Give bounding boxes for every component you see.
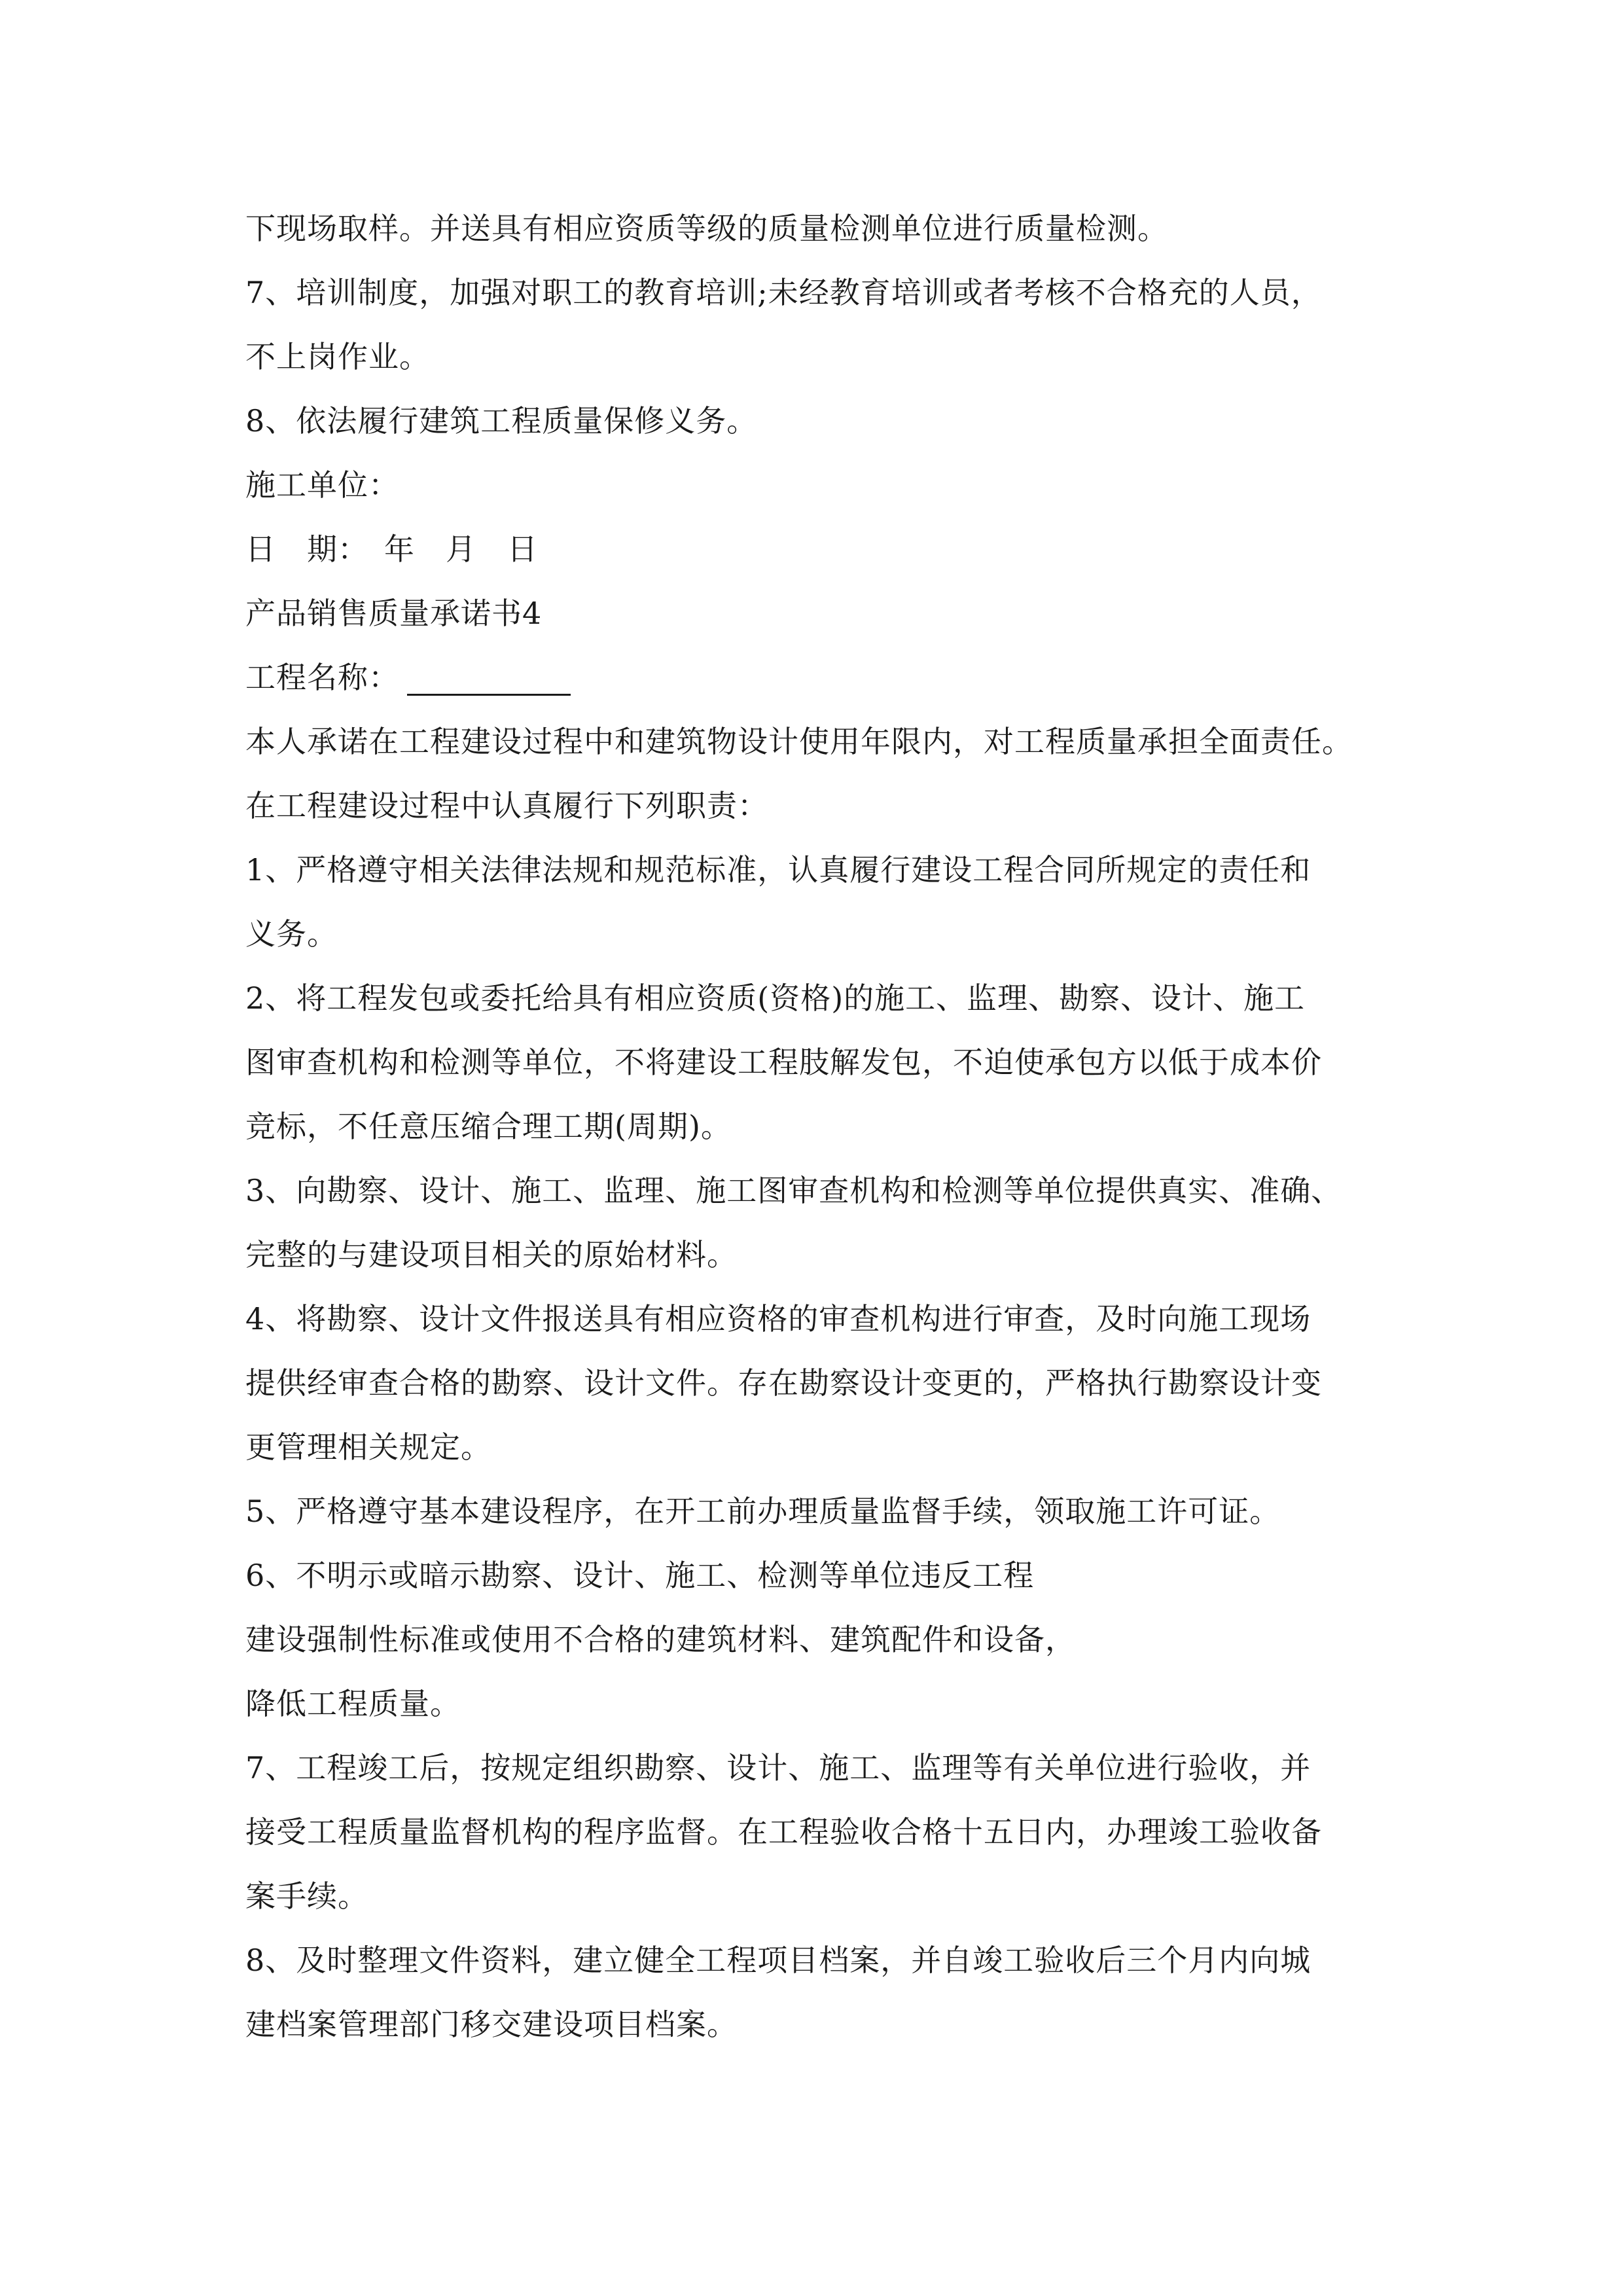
text-line: 2、将工程发包或委托给具有相应资质(资格)的施工、监理、勘察、设计、施工: [245, 980, 1306, 1016]
text-line: 7、培训制度，加强对职工的教育培训;未经教育培训或者考核不合格充的人员，: [245, 275, 1322, 310]
text-line: 7、工程竣工后，按规定组织勘察、设计、施工、监理等有关单位进行验收，并: [245, 1750, 1311, 1785]
text-line: 1、严格遵守相关法律法规和规范标准，认真履行建设工程合同所规定的责任和: [245, 852, 1311, 888]
text-line: 下现场取样。并送具有相应资质等级的质量检测单位进行质量检测。: [245, 211, 1168, 246]
text-line: 降低工程质量。: [245, 1686, 461, 1721]
text-line: 竞标，不任意压缩合理工期(周期)。: [245, 1109, 732, 1144]
section-title: 产品销售质量承诺书4: [245, 596, 543, 631]
text-line: 建设强制性标准或使用不合格的建筑材料、建筑配件和设备，: [245, 1622, 1076, 1657]
text-line: 案手续。: [245, 1878, 368, 1914]
text-line: 4、将勘察、设计文件报送具有相应资格的审查机构进行审查，及时向施工现场: [245, 1301, 1311, 1336]
text-line: 接受工程质量监督机构的程序监督。在工程验收合格十五日内，办理竣工验收备: [245, 1814, 1322, 1850]
text-line: 完整的与建设项目相关的原始材料。: [245, 1237, 738, 1272]
text-line: 本人承诺在工程建设过程中和建筑物设计使用年限内，对工程质量承担全面责任。: [245, 724, 1353, 759]
text-line: 6、不明示或暗示勘察、设计、施工、检测等单位违反工程: [245, 1558, 1035, 1593]
text-line: 不上岗作业。: [245, 339, 430, 374]
project-name-line: [245, 645, 1397, 709]
text-line: 8、依法履行建筑工程质量保修义务。: [245, 403, 758, 439]
text-line: 建档案管理部门移交建设项目档案。: [245, 2007, 738, 2042]
text-line: 5、严格遵守基本建设程序，在开工前办理质量监督手续，领取施工许可证。: [245, 1494, 1281, 1529]
text-line: 施工单位：: [245, 467, 399, 503]
text-line: 图审查机构和检测等单位，不将建设工程肢解发包，不迫使承包方以低于成本价: [245, 1045, 1322, 1080]
project-name-label: 工程名称：: [245, 660, 399, 695]
document-body: [245, 196, 1397, 2056]
text-line: 3、向勘察、设计、施工、监理、施工图审查机构和检测等单位提供真实、准确、: [245, 1173, 1342, 1208]
text-line: 义务。: [245, 916, 338, 952]
text-line: 8、及时整理文件资料，建立健全工程项目档案，并自竣工验收后三个月内向城: [245, 1943, 1311, 1978]
text-line: 更管理相关规定。: [245, 1429, 491, 1465]
text-line: 在工程建设过程中认真履行下列职责：: [245, 788, 768, 823]
date-line: 日 期： 年 月 日: [245, 531, 538, 567]
project-name-blank: [407, 665, 571, 696]
text-line: 提供经审查合格的勘察、设计文件。存在勘察设计变更的，严格执行勘察设计变: [245, 1365, 1322, 1401]
